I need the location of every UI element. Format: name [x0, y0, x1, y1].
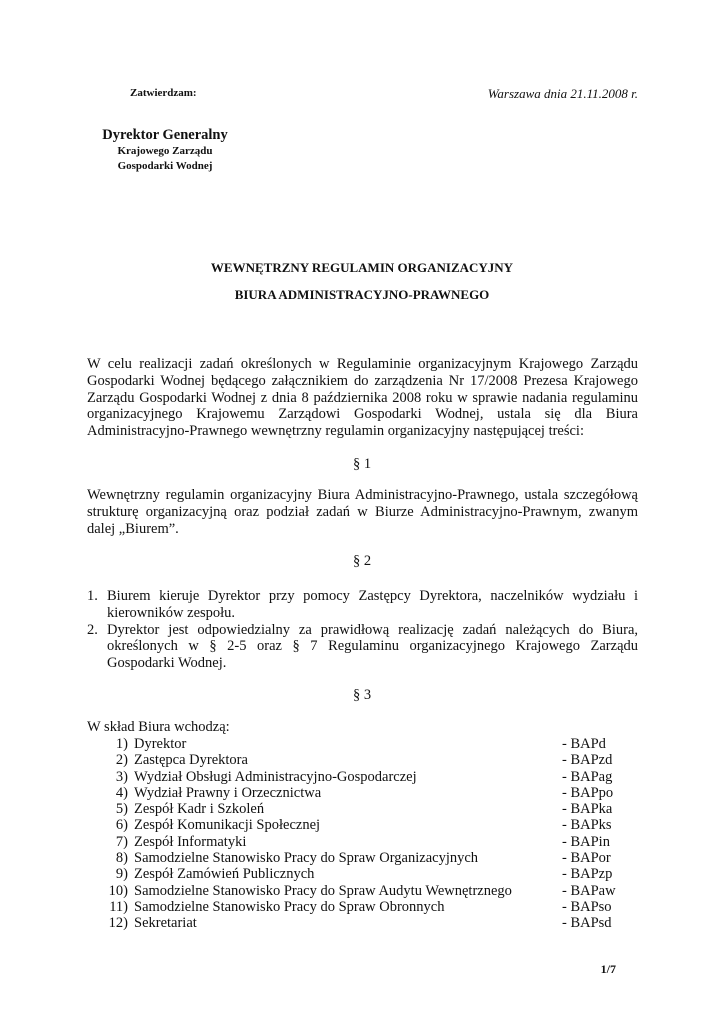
unit-name: Zespół Informatyki: [134, 833, 247, 850]
unit-row: [106, 769, 638, 785]
unit-number: 9): [115, 866, 128, 883]
section-1-paragraph: Wewnętrzny regulamin organizacyjny Biura Administracyjno-Prawnego, ustala szczegółową strukturę organizacyjną oraz podział zadań w Biurze Administracyjno-Prawnym, zwanym dalej „Biurem”.: [87, 487, 638, 537]
document-title-line2: BIURA ADMINISTRACYJNO-PRAWNEGO: [234, 287, 490, 302]
section-2-heading: § 2: [352, 553, 372, 569]
unit-name: Zastępca Dyrektora: [134, 752, 248, 769]
unit-code: - BAPso: [562, 898, 612, 915]
list-item: [87, 588, 638, 622]
document-title-line1: WEWNĘTRZNY REGULAMIN ORGANIZACYJNY: [210, 260, 514, 275]
signatory-org-line2: Gospodarki Wodnej: [117, 160, 213, 172]
list-item-text: Dyrektor jest odpowiedzialny za prawidłową realizację zadań należących do Biura, określonych w § 2-5 oraz § 7 Regulaminu organizacyjnego Krajowego Zarządu Gospodarki Wodnej.: [107, 621, 638, 672]
section-3-heading: § 3: [352, 687, 372, 703]
unit-number: 8): [115, 850, 128, 867]
unit-row: [106, 785, 638, 801]
unit-code: - BAPsd: [562, 915, 612, 932]
unit-code: - BAPin: [562, 833, 610, 850]
unit-row: [106, 752, 638, 768]
unit-number: 4): [115, 784, 128, 801]
unit-name: Samodzielne Stanowisko Pracy do Spraw Organizacyjnych: [134, 850, 479, 867]
section-3-intro: W skład Biura wchodzą:: [87, 719, 230, 735]
unit-number: 11): [109, 898, 128, 915]
unit-number: 12): [108, 915, 128, 932]
unit-code: - BAPd: [562, 736, 606, 752]
signatory-title: Dyrektor Generalny: [102, 127, 228, 143]
unit-code: - BAPzp: [562, 866, 613, 883]
unit-code: - BAPor: [562, 850, 611, 867]
unit-name: Sekretariat: [134, 915, 197, 932]
unit-name: Samodzielne Stanowisko Pracy do Spraw Audytu Wewnętrznego: [134, 882, 512, 899]
section-1-heading: § 1: [352, 456, 372, 472]
unit-number: 6): [115, 817, 128, 834]
unit-code: - BAPzd: [562, 752, 613, 769]
unit-number: 5): [115, 801, 128, 818]
unit-row: [106, 736, 638, 752]
signatory-block: [100, 126, 230, 174]
unit-row: [106, 866, 638, 882]
signatory-org-line1: Krajowego Zarządu: [117, 145, 213, 157]
unit-name: Samodzielne Stanowisko Pracy do Spraw Obronnych: [134, 898, 445, 915]
unit-code: - BAPks: [562, 817, 612, 834]
unit-code: - BAPka: [562, 801, 613, 818]
unit-code: - BAPpo: [562, 784, 614, 801]
unit-row: [106, 850, 638, 866]
unit-row: [106, 817, 638, 833]
unit-code: - BAPaw: [562, 882, 616, 899]
unit-name: Zespół Kadr i Szkoleń: [134, 801, 265, 818]
intro-paragraph: W celu realizacji zadań określonych w Regulaminie organizacyjnym Krajowego Zarządu Gospodarki Wodnej będącego załącznikiem do zarządzenia Nr 17/2008 Prezesa Krajowego Zarządu Gospodarki Wodnej z dnia 8 października 2008 roku w sprawie nadania regulaminu organizacyjnego Krajowemu Zarządowi Gospodarki Wodnej, ustala się dla Biura Administracyjno-Prawnego wewnętrzny regulamin organizacyjny następującej treści:: [87, 356, 638, 440]
section-2-list: [87, 588, 638, 672]
unit-number: 7): [115, 833, 128, 850]
list-item: [87, 622, 638, 672]
unit-number: 1): [115, 736, 128, 752]
unit-row: [106, 915, 638, 931]
unit-row: [106, 834, 638, 850]
unit-code: - BAPag: [562, 768, 613, 785]
unit-row: [106, 801, 638, 817]
unit-row: [106, 883, 638, 899]
unit-row: [106, 899, 638, 915]
unit-name: Wydział Obsługi Administracyjno-Gospodarczej: [134, 768, 417, 785]
unit-number: 2): [115, 752, 128, 769]
units-list: [106, 736, 638, 932]
unit-number: 3): [115, 768, 128, 785]
unit-name: Zespół Komunikacji Społecznej: [134, 817, 321, 834]
list-item-number: 1.: [87, 588, 98, 604]
unit-number: 10): [108, 882, 128, 899]
unit-name: Dyrektor: [134, 736, 187, 752]
list-item-number: 2.: [87, 621, 98, 638]
place-and-date: Warszawa dnia 21.11.2008 r.: [487, 86, 638, 101]
unit-name: Zespół Zamówień Publicznych: [134, 866, 315, 883]
list-item-text: Biurem kieruje Dyrektor przy pomocy Zastępcy Dyrektora, naczelników wydziału i kierowników zespołu.: [107, 588, 638, 621]
page-number: 1/7: [600, 962, 616, 976]
unit-name: Wydział Prawny i Orzecznictwa: [134, 784, 322, 801]
approval-label: Zatwierdzam:: [130, 87, 197, 99]
